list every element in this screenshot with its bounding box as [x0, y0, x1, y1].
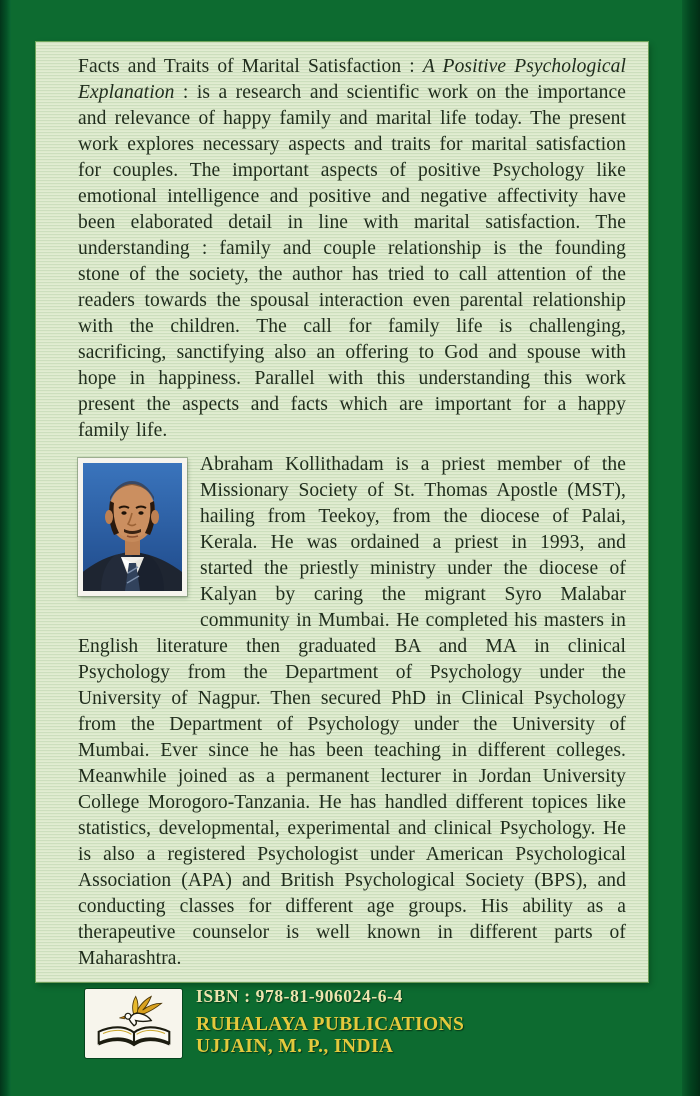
author-name: Abraham Kollithadam — [200, 454, 384, 475]
cover-left-spine-shadow — [0, 0, 11, 1096]
author-portrait-image — [83, 463, 182, 591]
isbn-text: ISBN : 978-81-906024-6-4 — [196, 986, 403, 1006]
book-title-roman: Facts and Traits of Marital Satisfaction : — [78, 56, 423, 77]
synopsis-text: : is a research and scientific work on the importance and relevance of happy family and marital life today. The present work explores necessary aspects and traits for marital satisfaction for couples. The important aspects of positive Psychology like emotional intelligence and positive and negative affectivity have been elaborated detail in line with marital satisfaction. The understanding : family and couple relationship is the founding stone of the society, the author has tried to call attention of the readers towards the spousal interaction even parental relationship with the children. The call for family life is challenging, sacrificing, sanctifying also an offering to God and spouse with hope in happiness. Parallel with this understanding this work present the aspects and facts which are important for a happy family life. — [78, 82, 626, 441]
author-bio-text: is a priest member of the Missionary Society of St. Thomas Apostle (MST), hailing from Teekoy, from the diocese of Palai, Kerala. He was ordained a priest in 1993, and started the priestly ministry under the diocese of Kalyan by caring the migrant Syro Malabar community in Mumbai. He completed his masters in English literature then graduated BA and MA in clinical Psychology from the Department of Psychology under the University of Nagpur. Then secured PhD in Clinical Psychology from the Department of Psychology under the University of Mumbai. Ever since he has been teaching in different colleges. Meanwhile joined as a permanent lecturer in Jordan University College Morogoro-Tanzania. He has handled different topices like statistics, developmental, experimental and clinical Psychology. He is also a registered Psychologist under American Psychological Association (APA) and British Psychological Society (BPS), and conducting classes for different age groups. His ability as a therapeutive counselor is well known in different parts of Maharashtra. — [78, 454, 627, 969]
author-photo — [78, 458, 187, 596]
publisher-footer — [0, 982, 700, 1096]
cover-right-edge-shadow — [682, 0, 700, 1096]
publisher-logo — [85, 989, 182, 1058]
publisher-location: UJJAIN, M. P., INDIA — [196, 1036, 394, 1057]
publisher-text-block — [196, 986, 464, 1058]
publisher-name: RUHALAYA PUBLICATIONS — [196, 1014, 465, 1035]
author-bio-section — [78, 452, 626, 972]
dove-over-open-book-icon — [90, 993, 178, 1055]
synopsis-paragraph — [78, 54, 626, 444]
blurb-panel — [36, 42, 648, 982]
book-title-italic: A Positive Psychological Explanation — [78, 56, 626, 103]
